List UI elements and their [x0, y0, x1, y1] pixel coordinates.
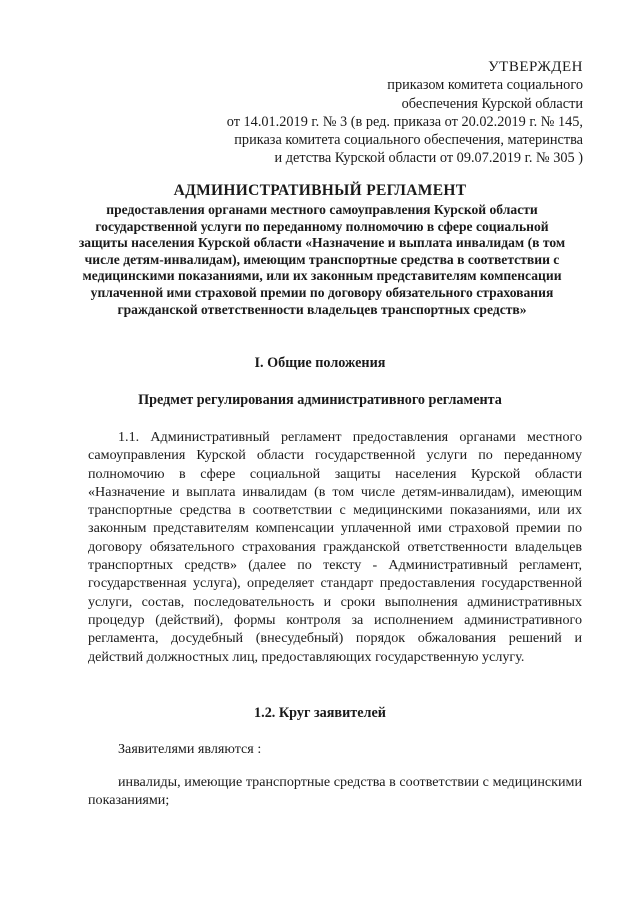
applicants-intro: Заявителями являются :	[118, 741, 262, 757]
approval-stamp	[153, 58, 583, 168]
approval-line: от 14.01.2019 г. № 3 (в ред. приказа от 20.02.2019 г. № 145,	[226, 113, 583, 130]
applicants-item: инвалиды, имеющие транспортные средства в соответствии с медицинскими показаниями;	[88, 774, 582, 809]
approval-line: обеспечения Курской области	[401, 95, 583, 112]
document-title: АДМИНИСТРАТИВНЫЙ РЕГЛАМЕНТ	[173, 182, 467, 199]
document-subtitle: предоставления органами местного самоуправления Курской области государственной услуги по переданному полномочию в сфере социальной защиты населения Курской области «Назначение и выплата инвалидам (в том числе детям-инвалидам), имеющим транспортные средства в соответствии с медицинскими показаниями, или их законным представителям компенсации уплаченной ими страховой премии по договору обязательного страхования гражданской ответственности владельцев транспортных средств»	[78, 202, 566, 317]
approval-line: приказа комитета социального обеспечения, материнства	[234, 132, 583, 149]
section-heading-subject: Предмет регулирования административного регламента	[138, 392, 502, 408]
paragraph-1-1: 1.1. Административный регламент предоставления органами местного самоуправления Курской области государственной услуги по переданному полномочию в сфере социальной защиты населения Курской области «Назначение и выплата инвалидам (в том числе детям-инвалидам), имеющим транспортные средства в соответствии с медицинскими показаниями, или их законным представителям компенсации уплаченной ими страховой премии по договору обязательного страхования гражданской ответственности владельцев транспортных средств» (далее по тексту - Административный регламент, государственная услуга), определяет стандарт предоставления государственной услуги, состав, последовательность и сроки выполнения административных процедур (действий), формы контроля за исполнением административного регламента, досудебный (внесудебный) порядок обжалования решений и действий должностных лиц, предоставляющих государственную услугу.	[88, 429, 582, 665]
approval-line: и детства Курской области от 09.07.2019 г. № 305 )	[274, 150, 583, 167]
section-heading-applicants: 1.2. Круг заявителей	[254, 705, 386, 721]
approval-line: приказом комитета социального	[387, 77, 583, 94]
approval-heading: УТВЕРЖДЕН	[488, 59, 583, 75]
section-heading-general: I. Общие положения	[254, 355, 386, 371]
